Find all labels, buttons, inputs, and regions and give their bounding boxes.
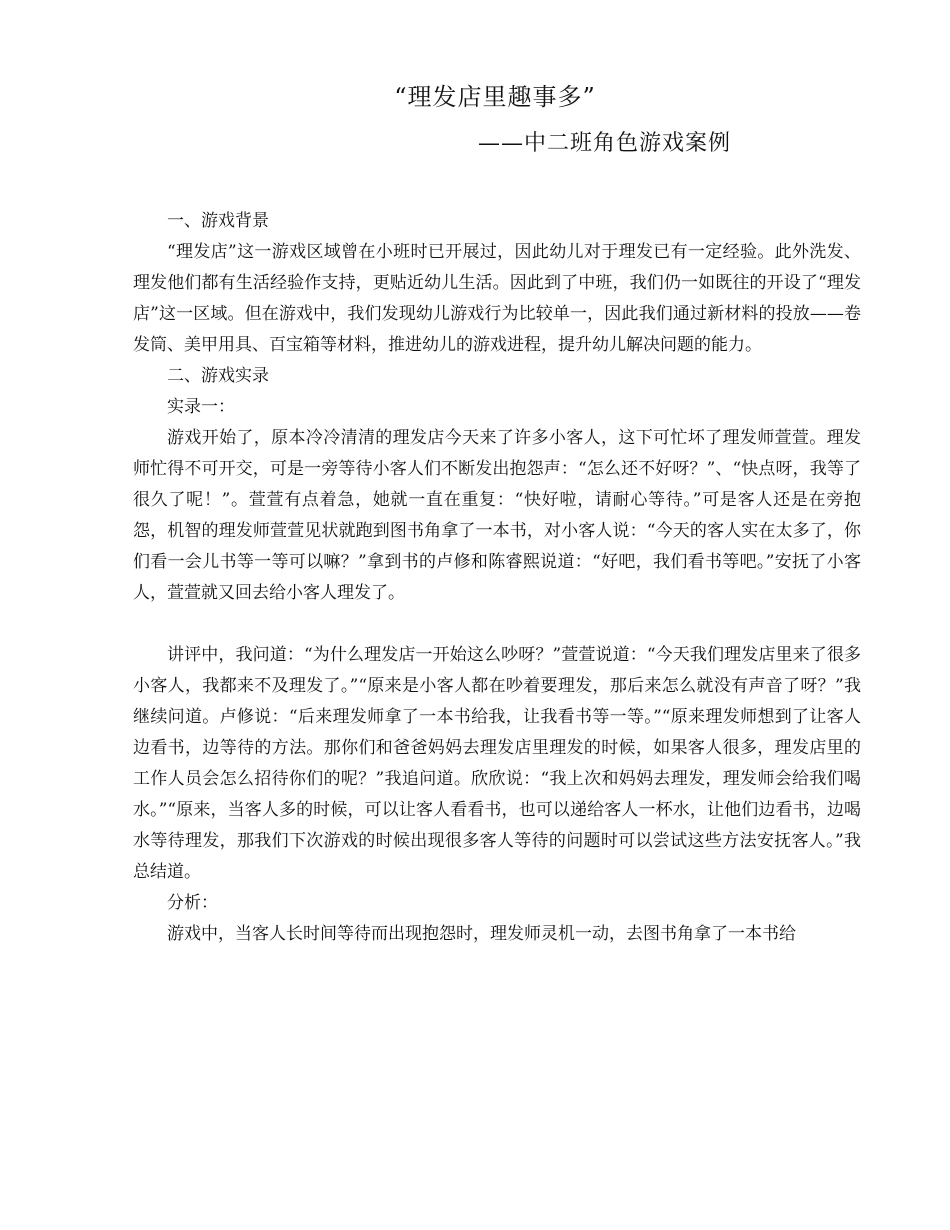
paragraph-spacer [133, 609, 861, 640]
document-subtitle: ——中二班角色游戏案例 [478, 131, 732, 156]
section-heading-background: 一、游戏背景 [167, 211, 269, 231]
analysis-heading: 分析： [167, 893, 218, 913]
paragraph-analysis: 游戏中，当客人长时间等待而出现抱怨时，理发师灵机一动，去图书角拿了一本书给 [167, 924, 796, 944]
document-body [133, 206, 861, 950]
section-heading-record: 二、游戏实录 [167, 366, 269, 386]
paragraph-record-one: 游戏开始了，原本冷冷清清的理发店今天来了许多小客人，这下可忙坏了理发师萱萱。理发师忙得不可开交，可是一旁等待小客人们不断发出抱怨声：“怎么还不好呀？”、“快点呀，我等了很久了呢！”。萱萱有点着急，她就一直在重复：“快好啦，请耐心等待。”可是客人还是在旁抱怨，机智的理发师萱萱见状就跑到图书角拿了一本书，对小客人说：“今天的客人实在太多了，你们看一会儿书等一等可以嘛？”拿到书的卢修和陈睿熙说道：“好吧，我们看书等吧。”安抚了小客人，萱萱就又回去给小客人理发了。 [133, 428, 861, 603]
record-one-heading: 实录一： [167, 397, 235, 417]
paragraph-background: “理发店”这一游戏区域曾在小班时已开展过，因此幼儿对于理发已有一定经验。此外洗发、理发他们都有生活经验作支持，更贴近幼儿生活。因此到了中班，我们仍一如既往的开设了“理发店”这一区域。但在游戏中，我们发现幼儿游戏行为比较单一，因此我们通过新材料的投放——卷发筒、美甲用具、百宝箱等材料，推进幼儿的游戏进程，提升幼儿解决问题的能力。 [133, 242, 861, 355]
document-title: “理发店里趣事多” [394, 83, 596, 111]
paragraph-comment: 讲评中，我问道：“为什么理发店一开始这么吵呀？”萱萱说道：“今天我们理发店里来了很多小客人，我都来不及理发了。”“原来是小客人都在吵着要理发，那后来怎么就没有声音了呀？”我继续问道。卢修说：“后来理发师拿了一本书给我，让我看书等一等。”“原来理发师想到了让客人边看书，边等待的方法。那你们和爸爸妈妈去理发店里理发的时候，如果客人很多，理发店里的工作人员会怎么招待你们的呢？”我追问道。欣欣说：“我上次和妈妈去理发，理发师会给我们喝水。”“原来，当客人多的时候，可以让客人看看书，也可以递给客人一杯水，让他们边看书，边喝水等待理发，那我们下次游戏的时候出现很多客人等待的问题时可以尝试这些方法安抚客人。”我总结道。 [133, 645, 861, 882]
